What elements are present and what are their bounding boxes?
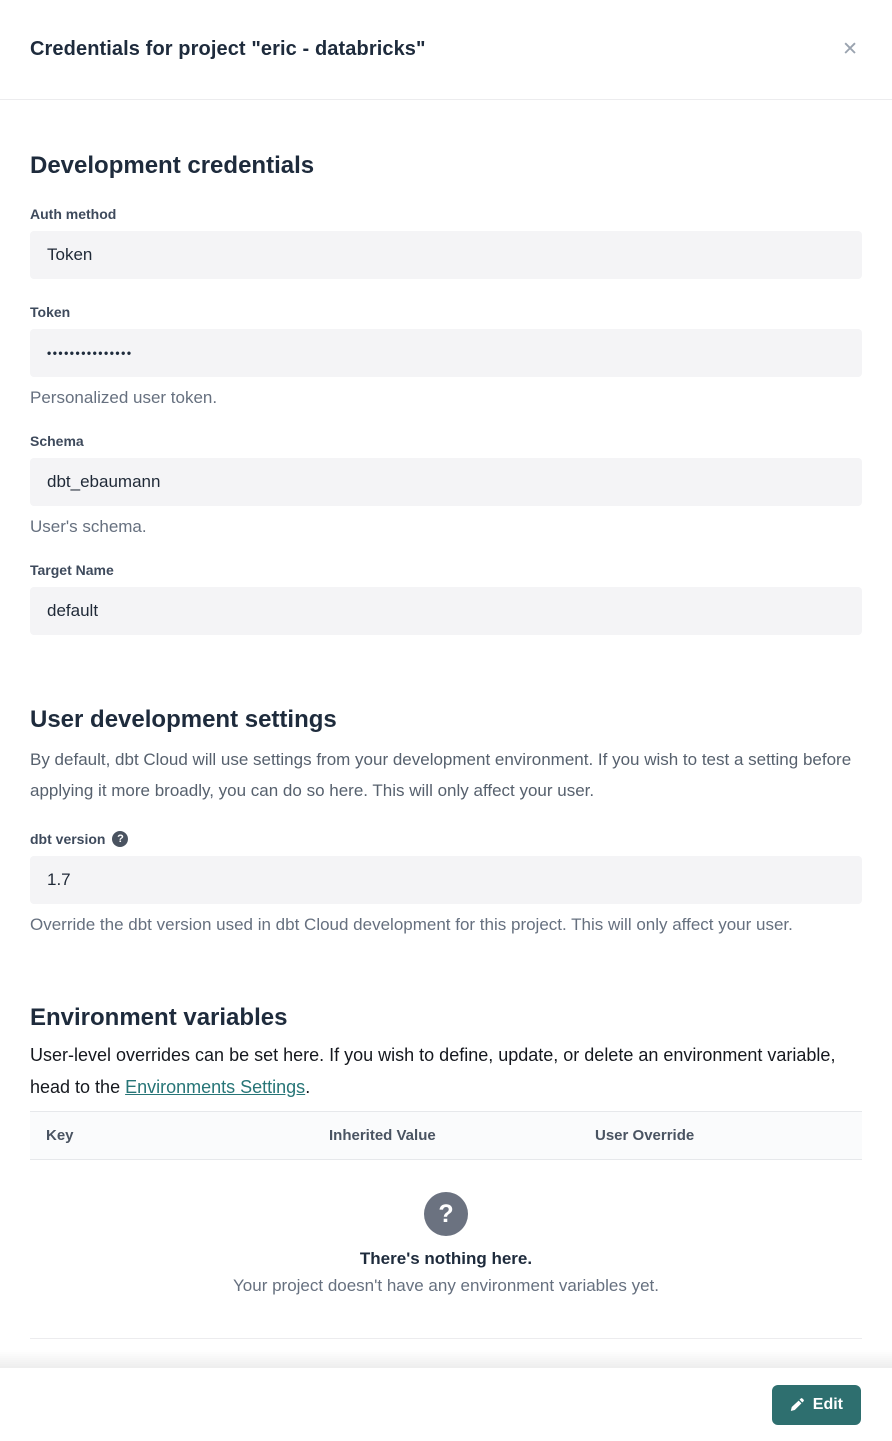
token-masked-value: ••••••••••••••• [47, 346, 133, 360]
auth-method-group [30, 206, 862, 279]
bottom-divider [30, 1338, 862, 1339]
modal-title: Credentials for project "eric - databricks" [30, 38, 426, 60]
close-icon: ✕ [842, 39, 858, 60]
empty-state-subtitle: Your project doesn't have any environment variables yet. [233, 1276, 659, 1295]
modal-header [0, 0, 892, 100]
token-group [30, 304, 862, 408]
user-development-settings-description: By default, dbt Cloud will use settings from your development environment. If you wish to test a setting before applying it more broadly, you can do so here. This will only affect your user. [30, 750, 852, 800]
target-name-value: default [47, 601, 99, 620]
empty-state-title: There's nothing here. [359, 1249, 533, 1268]
schema-value: dbt_ebaumann [47, 472, 161, 491]
section-development-credentials [30, 151, 862, 635]
development-credentials-heading: Development credentials [30, 152, 315, 179]
token-field[interactable] [30, 329, 862, 377]
target-name-label: Target Name [30, 562, 114, 578]
schema-helper-text: User's schema. [30, 517, 147, 536]
modal-footer [0, 1368, 892, 1441]
help-icon[interactable]: ? [112, 831, 128, 847]
target-name-field[interactable] [30, 587, 862, 635]
user-development-settings-heading: User development settings [30, 706, 337, 733]
dbt-version-value: 1.7 [47, 870, 71, 889]
column-header-inherited-value: Inherited Value [329, 1127, 436, 1144]
token-helper-text: Personalized user token. [30, 388, 218, 407]
dbt-version-field[interactable] [30, 856, 862, 904]
dbt-version-label [30, 831, 862, 847]
column-header-user-override: User Override [595, 1127, 695, 1144]
env-description-after-link: . [305, 1077, 311, 1097]
schema-label: Schema [30, 433, 84, 449]
environment-variables-heading: Environment variables [30, 1004, 288, 1031]
question-icon: ? [424, 1192, 468, 1236]
pencil-icon [790, 1398, 804, 1412]
column-header-key: Key [46, 1127, 74, 1144]
edit-button[interactable] [772, 1385, 861, 1425]
modal-body [0, 151, 892, 1339]
target-name-group [30, 562, 862, 635]
dbt-version-label-text: dbt version [30, 831, 106, 847]
auth-method-field[interactable] [30, 231, 862, 279]
dbt-version-helper-text: Override the dbt version used in dbt Cloud development for this project. This will only affect your user. [30, 915, 793, 934]
section-environment-variables [30, 1003, 862, 1339]
auth-method-value: Token [47, 245, 93, 264]
dbt-version-group [30, 831, 862, 935]
schema-field[interactable] [30, 458, 862, 506]
edit-button-label: Edit [812, 1395, 843, 1413]
env-description-before-link: User-level overrides can be set here. If you wish to define, update, or delete an environment variable, head to the [30, 1045, 836, 1097]
environment-variables-description [30, 1039, 862, 1103]
section-user-development-settings [30, 705, 862, 935]
env-variables-empty-state [30, 1160, 862, 1296]
schema-group [30, 433, 862, 537]
env-variables-table-header [30, 1111, 862, 1160]
token-label: Token [30, 304, 71, 320]
environments-settings-link[interactable]: Environments Settings [125, 1077, 306, 1097]
auth-method-label: Auth method [30, 206, 117, 222]
close-button[interactable] [838, 36, 862, 63]
